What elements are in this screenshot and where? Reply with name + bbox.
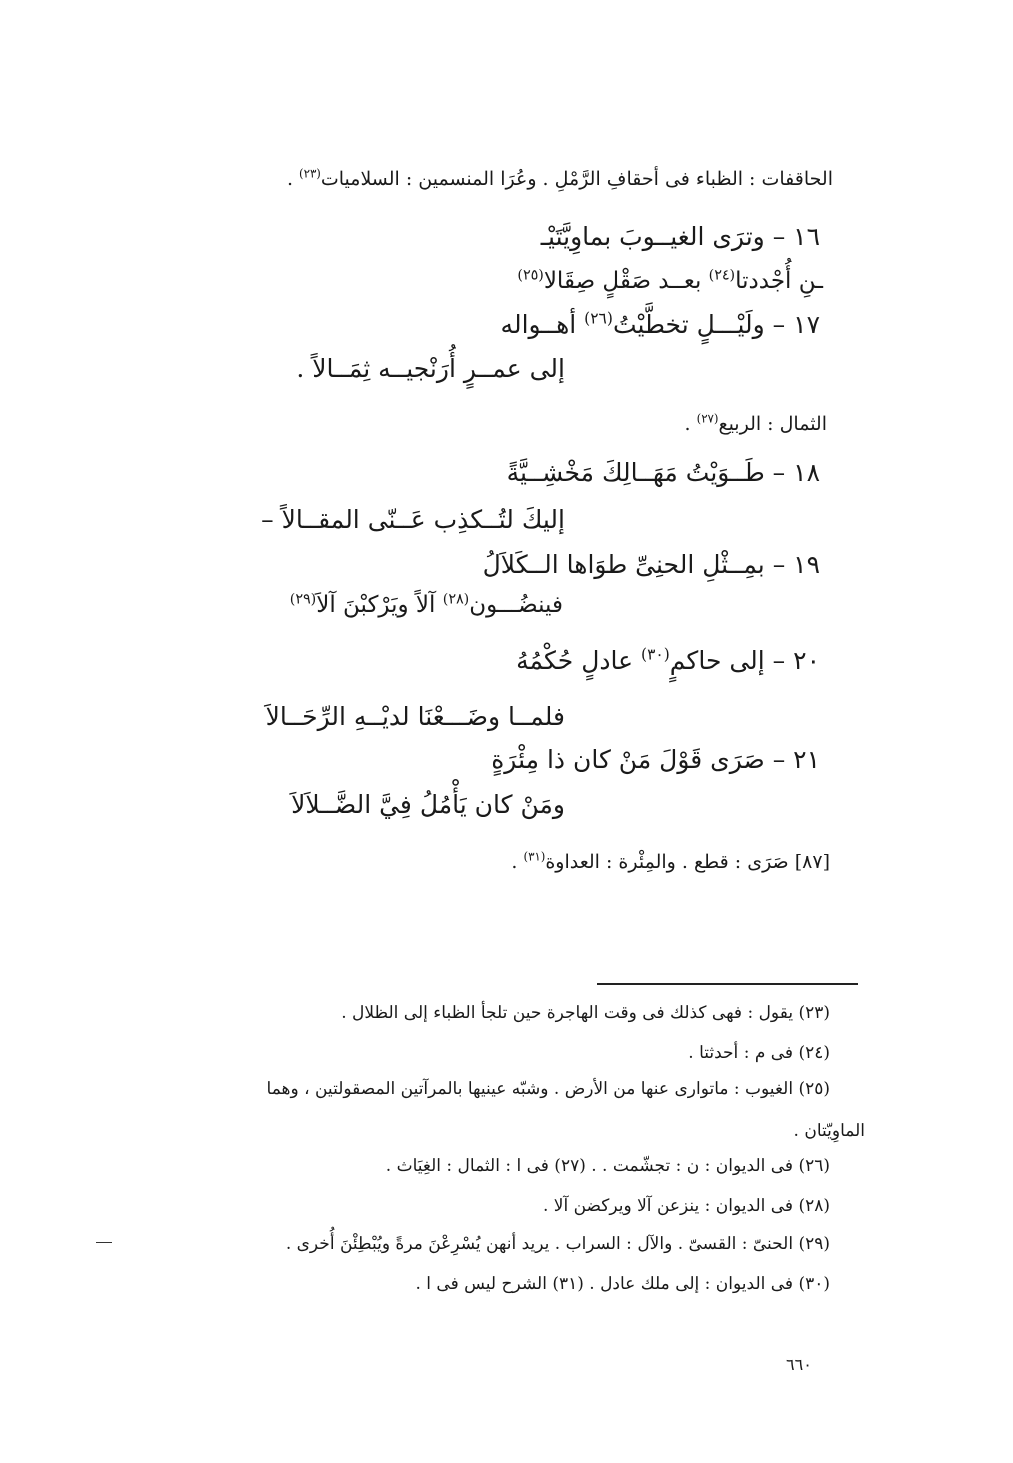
footnote-25-line-1: (٢٥) الغيوب : ماتوارى عنها من الأرض . وشبّه عينيها بالمرآتين المصقولتين ، وهما <box>266 1079 830 1099</box>
verse-18-first-text: ١٨ – طَــوَيْتُ مَهَــالِكَ مَخْشِــيَّةً <box>506 458 820 487</box>
verse-19-first-text: ١٩ – بمِــثْلِ الحنِىِّ طوَاها الــكَلاَلُ <box>482 550 820 579</box>
footnote-ref-30: (٣٠) <box>641 645 670 664</box>
footnote-25-line-2: الماوِيّتان . <box>793 1121 865 1141</box>
footnote-ref-28: (٢٨) <box>442 591 470 608</box>
footnote-ref-31: (٣١) <box>523 849 546 864</box>
gloss-sara-text: [٨٧] صَرَى : قطع . والمِئْرة : العداوة <box>545 851 830 873</box>
footnote-separator <box>597 983 858 985</box>
verse-19-second-hemistich <box>290 592 563 618</box>
verse-21-first-hemistich <box>491 745 820 774</box>
verse-18-first-hemistich <box>507 458 820 487</box>
verse-16-second-text-b: بعــد صَقْلٍ صِقَالا <box>543 268 702 294</box>
verse-17-second-text: إلى عمــرٍ أُرَنْجيــه ثِمَــالاً . <box>296 354 565 383</box>
verse-21-second-text: ومَنْ كان يَأْمُلُ فِيَّ الضَّــلاَلاَ <box>291 790 565 819</box>
gloss-sara-period: . <box>511 851 518 873</box>
intro-text: الحاقفات : الظباء فى أحقافِ الرَّمْلِ . وعُرَا المنسمين : السلاميات <box>320 168 833 190</box>
verse-17-first-text-b: أهــواله <box>500 310 577 339</box>
footnote-24: (٢٤) فى م : أحدثتا . <box>688 1043 830 1063</box>
verse-16-second-hemistich <box>517 268 823 294</box>
verse-20-second-text: فلمــا وضَـــعْنَا لديْــهِ الرِّحَــالاَ <box>265 702 565 731</box>
footnote-ref-25: (٢٥) <box>517 267 544 284</box>
footnote-ref-23: (٢٣) <box>299 166 321 181</box>
gloss-thimal <box>685 413 827 435</box>
footnote-28: (٢٨) فى الديوان : ينزعن آلا ويركضن آلا . <box>542 1196 830 1216</box>
verse-19-second-text-a: فينضُـــون <box>469 592 563 618</box>
verse-16-first-hemistich <box>541 222 820 251</box>
footnote-29: (٢٩) الحنىّ : القسىّ . والآل : السراب . يريد أنهن يُسْرِعْنَ مرةً ويُبْطِئْنَ أُخرى . <box>285 1234 830 1254</box>
footnote-ref-29: (٢٩) <box>289 591 317 608</box>
footnote-23: (٢٣) يقول : فهى كذلك فى وقت الهاجرة حين تلجأ الظباء إلى الظلال . <box>341 1003 830 1023</box>
verse-21-first-text: ٢١ – صَرَى قَوْلَ مَنْ كان ذا مِئْرَةٍ <box>491 745 820 774</box>
intro-gloss-line <box>287 168 833 190</box>
verse-20-second-hemistich <box>266 702 565 731</box>
verse-19-first-hemistich <box>483 550 820 579</box>
footnote-ref-27: (٢٧) <box>696 411 719 426</box>
footnote-26-27: (٢٦) فى الديوان : ن : تجشّمت . . (٢٧) فى ا : الثمال : الغِيَاث . <box>385 1156 830 1176</box>
verse-20-first-hemistich <box>516 646 820 675</box>
footnote-ref-26: (٢٦) <box>584 309 613 328</box>
footnote-ref-24: (٢٤) <box>708 267 736 284</box>
verse-20-first-text-b: عادلٍ حُكْمُهُ <box>516 646 634 675</box>
verse-17-second-hemistich <box>296 354 565 383</box>
footnote-30-31: (٣٠) فى الديوان : إلى ملك عادل . (٣١) الشرح ليس فى ا . <box>415 1274 830 1294</box>
verse-16-first-text: ١٦ – وترَى الغيــوبَ بماوِيَّتَيْـ <box>540 222 820 251</box>
page-number: ٦٦٠ <box>786 1355 812 1374</box>
gloss-thimal-text: الثمال : الربيع <box>718 413 827 435</box>
verse-17-first-text-a: ١٧ – ولَيْـــلٍ تخطَّيْتُ <box>612 310 820 339</box>
verse-17-first-hemistich <box>501 310 820 339</box>
verse-18-second-hemistich <box>261 505 565 534</box>
verse-19-second-text-b: آلاً ويَرْكبْنَ آلاَ <box>316 592 436 618</box>
verse-21-second-hemistich <box>291 790 565 819</box>
gloss-thimal-period: . <box>684 413 691 435</box>
intro-period: . <box>286 168 293 190</box>
gloss-sara <box>511 851 830 873</box>
verse-16-second-text-a: ـنِ أُجْددتا <box>735 268 823 294</box>
verse-20-first-text-a: ٢٠ – إلى حاكمٍ <box>669 646 820 675</box>
margin-dash <box>96 1242 112 1243</box>
verse-18-second-text: إليكَ لتُــكذِب عَــنّى المقــالاً – <box>261 505 565 534</box>
